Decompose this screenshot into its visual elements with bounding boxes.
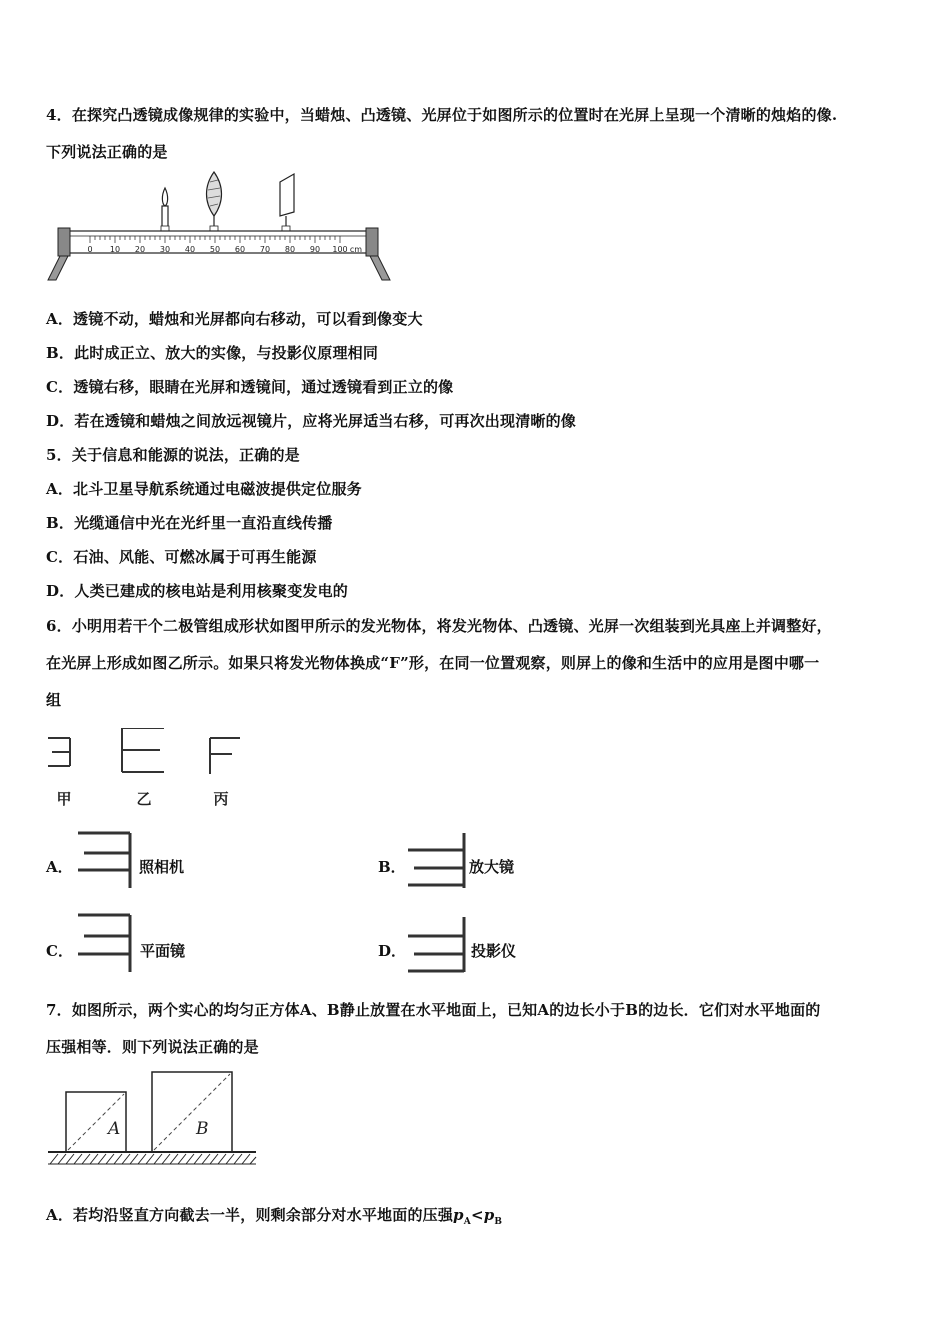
q5-stem: 5．关于信息和能源的说法，正确的是 [46,446,300,464]
q6-option-a-letter: A． [46,858,73,876]
tick-70: 70 [259,245,271,254]
tick-40: 40 [184,245,196,254]
label-bing: 丙 [213,790,229,808]
option-d-image-icon [404,914,470,976]
q7-p-a: p [453,1206,464,1224]
q4-stem-line1: 4．在探究凸透镜成像规律的实验中，当蜡烛、凸透镜、光屏位于如图所示的位置时在光屏上呈现一个清晰的烛焰的像. [46,106,838,124]
q7-sub-a: A [463,1217,471,1227]
tick-unit: cm [349,245,363,254]
shape-yi-icon [122,728,164,772]
shape-bing-icon [210,738,240,774]
tick-100: 100 [332,245,348,254]
tick-0: 0 [87,245,93,254]
q6-option-c-letter: C． [46,942,73,960]
q7-less-than: < [470,1206,484,1224]
q5-option-d: D．人类已建成的核电站是利用核聚变发电的 [46,582,349,600]
tick-30: 30 [159,245,171,254]
q7-sub-b: B [494,1217,503,1227]
tick-90: 90 [309,245,321,254]
q4-option-b: B．此时成正立、放大的实像，与投影仪原理相同 [46,344,379,362]
q7-option-a-text: A．若均沿竖直方向截去一半，则剩余部分对水平地面的压强 [46,1206,454,1224]
optical-bench-figure [44,170,394,285]
q6-option-c-text: 平面镜 [140,942,186,960]
q4-stem-line2: 下列说法正确的是 [46,143,168,161]
q5-option-a: A．北斗卫星导航系统通过电磁波提供定位服务 [46,480,362,498]
q6-stem-line3: 组 [46,691,62,709]
q4-option-a: A．透镜不动，蜡烛和光屏都向右移动，可以看到像变大 [46,310,423,328]
shape-jia-icon [48,738,70,766]
q7-option-a [46,1204,502,1227]
q6-option-d-text: 投影仪 [471,942,517,960]
q7-stem-line2: 压强相等．则下列说法正确的是 [46,1038,259,1056]
led-shapes-figure [44,728,254,813]
cube-a-label: A [108,1119,121,1139]
q7-p-b: p [483,1206,495,1224]
q6-stem-line2: 在光屏上形成如图乙所示。如果只将发光物体换成“F”形，在同一位置观察，则屏上的像和生活中的应用是图中哪一 [46,654,820,672]
light-screen-icon [280,174,294,228]
tick-20: 20 [134,245,146,254]
q7-stem-line1: 7．如图所示，两个实心的均匀正方体A、B静止放置在水平地面上，已知A的边长小于B的边长．它们对水平地面的 [46,1001,821,1019]
convex-lens-icon [207,172,222,228]
candle-icon [162,188,168,228]
option-c-image-icon [74,912,138,976]
q6-option-d-letter: D． [378,942,407,960]
q6-stem-line1: 6．小明用若干个二极管组成形状如图甲所示的发光物体，将发光物体、凸透镜、光屏一次组装到光具座上并调整好， [46,617,832,635]
option-a-image-icon [74,830,138,892]
option-b-image-icon [404,830,468,892]
tick-60: 60 [234,245,246,254]
q4-option-c: C．透镜右移，眼睛在光屏和透镜间，通过透镜看到正立的像 [46,378,454,396]
q6-option-b-text: 放大镜 [469,858,515,876]
label-jia: 甲 [56,790,72,808]
q6-option-a-text: 照相机 [139,858,185,876]
label-yi: 乙 [136,790,152,808]
tick-10: 10 [109,245,121,254]
tick-50: 50 [209,245,221,254]
q4-option-d: D．若在透镜和蜡烛之间放远视镜片，应将光屏适当右移，可再次出现清晰的像 [46,412,577,430]
cube-b-label: B [196,1119,209,1139]
q5-option-c: C．石油、风能、可燃冰属于可再生能源 [46,548,317,566]
q6-option-b-letter: B． [378,858,406,876]
cubes-figure [46,1068,258,1168]
tick-80: 80 [284,245,296,254]
cube-b-icon [152,1072,232,1152]
q5-option-b: B．光缆通信中光在光纤里一直沿直线传播 [46,514,333,532]
